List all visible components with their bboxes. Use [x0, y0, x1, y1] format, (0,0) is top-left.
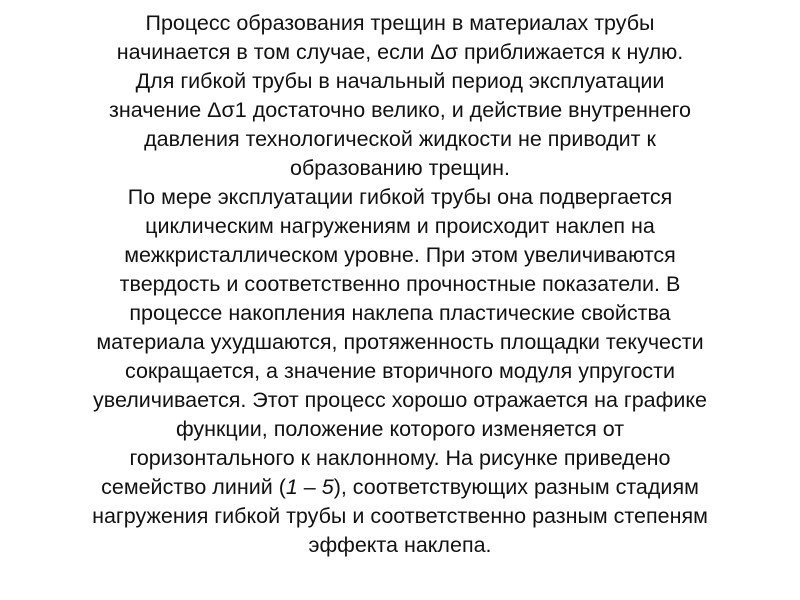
text-line: образованию трещин. — [290, 156, 510, 180]
text-fragment: семейство линий ( — [101, 475, 286, 499]
text-fragment: ), соответствующих разным стадиям — [333, 475, 699, 499]
text-line: твердость и соответственно прочностные показатели. В — [119, 272, 681, 296]
text-line: сокращается, а значение вторичного модуля упругости — [124, 359, 676, 383]
text-line: горизонтального к наклонному. На рисунке приведено — [129, 446, 671, 470]
text-line: По мере эксплуатации гибкой трубы она подвергается — [127, 185, 673, 209]
text-line: циклическим нагружениям и происходит наклеп на — [145, 214, 655, 238]
text-line: функции, положение которого изменяется от — [175, 417, 625, 441]
text-line: Для гибкой трубы в начальный период эксплуатации — [135, 69, 665, 93]
text-line: материала ухудшаются, протяженность площадки текучести — [96, 330, 704, 354]
text-line-with-italics — [46, 473, 754, 502]
text-line: Процесс образования трещин в материалах трубы — [145, 11, 655, 35]
text-line: значение Δσ1 достаточно велико, и действие внутреннего — [108, 98, 691, 122]
text-fragment: – — [297, 475, 322, 499]
text-line: давления технологической жидкости не приводит к — [144, 127, 656, 151]
text-line: межкристаллическом уровне. При этом увеличиваются — [124, 243, 676, 267]
slide-text — [46, 9, 754, 560]
italic-number: 5 — [321, 475, 334, 499]
text-line: увеличивается. Этот процесс хорошо отражается на графике — [93, 388, 707, 412]
text-line: нагружения гибкой трубы и соответственно разным степеням — [92, 504, 708, 528]
text-line: эффекта наклепа. — [308, 533, 492, 557]
text-line: начинается в том случае, если Δσ приближается к нулю. — [116, 40, 684, 64]
text-line: процессе накопления наклепа пластические свойства — [129, 301, 671, 325]
italic-number: 1 — [285, 475, 298, 499]
